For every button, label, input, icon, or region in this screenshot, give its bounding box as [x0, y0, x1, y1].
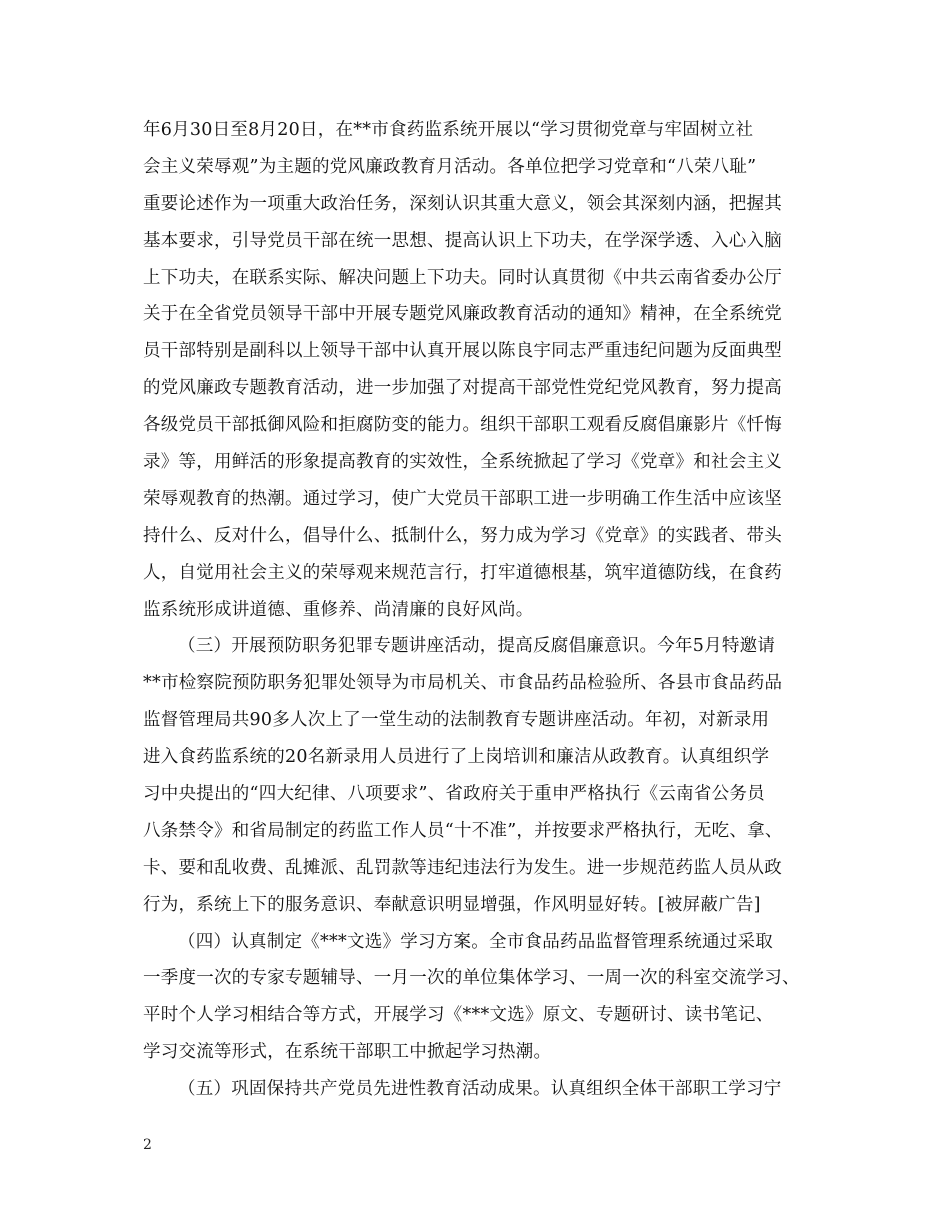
- text-line: 监系统形成讲道德、重修养、尚清廉的良好风尚。: [143, 599, 534, 620]
- text-line: 习中央提出的“四大纪律、八项要求”、省政府关于重申严格执行《云南省公务员: [143, 784, 765, 805]
- text-line: 各级党员干部抵御风险和拒腐防变的能力。组织干部职工观看反腐倡廉影片《忏悔: [143, 415, 782, 436]
- text-line: （四）认真制定《***文选》学习方案。全市食品药品监督管理系统通过采取: [178, 931, 773, 952]
- text-line: 行为，系统上下的服务意识、奉献意识明显增强，作风明显好转。[被屏蔽广告]: [143, 894, 761, 915]
- text-line: 八条禁令》和省局制定的药监工作人员“十不准”，并按要求严格执行，无吃、拿、: [143, 820, 783, 841]
- text-line: 持什么、反对什么，倡导什么、抵制什么，努力成为学习《党章》的实践者、带头: [143, 525, 782, 546]
- text-line: 上下功夫，在联系实际、解决问题上下功夫。同时认真贯彻《中共云南省委办公厅: [143, 267, 782, 288]
- text-line: 会主义荣辱观”为主题的党风廉政教育月活动。各单位把学习党章和“八荣八耻”: [143, 156, 757, 177]
- text-line: 平时个人学习相结合等方式，开展学习《***文选》原文、专题研讨、读书笔记、: [143, 1005, 774, 1026]
- text-line: 卡、要和乱收费、乱摊派、乱罚款等违纪违法行为发生。进一步规范药监人员从政: [143, 857, 782, 878]
- page-number: 2: [143, 1137, 152, 1153]
- text-line: 人，自觉用社会主义的荣辱观来规范言行，打牢道德根基，筑牢道德防线，在食药: [143, 562, 782, 583]
- text-line: 荣辱观教育的热潮。通过学习，使广大党员干部职工进一步明确工作生活中应该坚: [143, 488, 782, 509]
- text-line: 学习交流等形式，在系统干部职工中掀起学习热潮。: [143, 1042, 552, 1063]
- document-body: [143, 112, 833, 1108]
- text-line: 监督管理局共90多人次上了一堂生动的法制教育专题讲座活动。年初，对新录用: [143, 710, 770, 731]
- text-line: **市检察院预防职务犯罪处领导为市局机关、市食品药品检验所、各县市食品药品: [143, 673, 783, 694]
- text-line: （三）开展预防职务犯罪专题讲座活动，提高反腐倡廉意识。今年5月特邀请: [178, 636, 776, 657]
- text-line: 基本要求，引导党员干部在统一思想、提高认识上下功夫，在学深学透、入心入脑: [143, 230, 782, 251]
- text-line: 关于在全省党员领导干部中开展专题党风廉政教育活动的通知》精神，在全系统党: [143, 304, 782, 325]
- text-line: 录》等，用鲜活的形象提高教育的实效性，全系统掀起了学习《党章》和社会主义: [143, 452, 782, 473]
- text-line: 员干部特别是副科以上领导干部中认真开展以陈良宇同志严重违纪问题为反面典型: [143, 341, 782, 362]
- text-line: 一季度一次的专家专题辅导、一月一次的单位集体学习、一周一次的科室交流学习、: [143, 968, 800, 989]
- text-line: （五）巩固保持共产党员先进性教育活动成果。认真组织全体干部职工学习宁: [178, 1079, 782, 1100]
- text-line: 重要论述作为一项重大政治任务，深刻认识其重大意义，领会其深刻内涵，把握其: [143, 193, 782, 214]
- text-line: 年6月30日至8月20日，在**市食药监系统开展以“学习贯彻党章与牢固树立社: [143, 120, 754, 140]
- text-line: 进入食药监系统的20名新录用人员进行了上岗培训和廉洁从政教育。认真组织学: [143, 747, 770, 768]
- text-line: 的党风廉政专题教育活动，进一步加强了对提高干部党性党纪党风教育，努力提高: [143, 378, 782, 399]
